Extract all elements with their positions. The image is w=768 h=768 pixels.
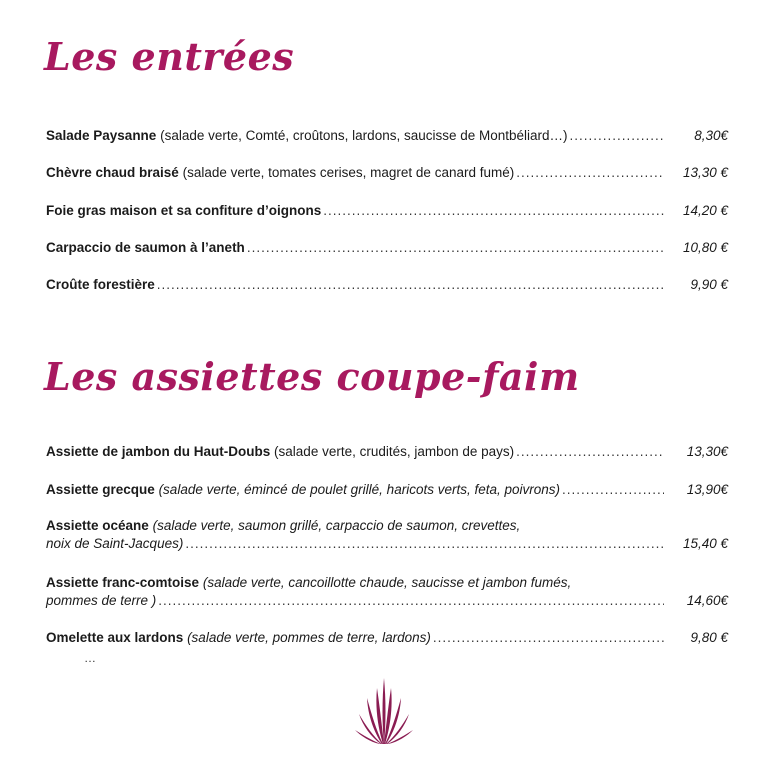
item-name: Croûte forestière — [46, 277, 155, 292]
menu-item-assiette-oceane — [46, 517, 728, 553]
item-name: Foie gras maison et sa confiture d’oignons — [46, 203, 322, 218]
item-price: 8,30€ — [694, 128, 728, 143]
dot-leader — [570, 127, 664, 145]
item-name: Assiette franc-comtoise — [46, 575, 200, 590]
menu-item-carpaccio — [46, 239, 728, 257]
item-description: (salade verte, pommes de terre, lardons) — [187, 630, 431, 645]
section-title-entrees: Les entrées — [44, 34, 295, 79]
dot-leader — [158, 592, 664, 610]
item-name: Assiette océane — [46, 518, 149, 533]
continuation-ellipsis: … — [84, 651, 96, 665]
plant-logo-icon — [353, 676, 415, 746]
item-price: 13,30 € — [682, 165, 728, 180]
item-name: Carpaccio de saumon à l’aneth — [46, 240, 245, 255]
item-description: (salade verte, cancoillotte chaude, saucisse et jambon fumés, — [202, 575, 572, 590]
item-price: 9,80 € — [690, 630, 728, 645]
item-description: (salade verte, crudités, jambon de pays) — [274, 444, 515, 459]
item-price: 9,90 € — [690, 277, 728, 292]
item-price: 10,80 € — [682, 240, 728, 255]
menu-item-assiette-grecque — [46, 481, 728, 499]
section-title-assiettes: Les assiettes coupe-faim — [44, 354, 580, 399]
item-price: 14,60€ — [686, 593, 728, 608]
dot-leader — [247, 239, 664, 257]
item-description: (salade verte, saumon grillé, carpaccio de saumon, crevettes, — [152, 518, 521, 533]
item-name: Salade Paysanne — [46, 128, 157, 143]
menu-item-salade-paysanne — [46, 127, 728, 145]
dot-leader — [433, 629, 664, 647]
item-price: 13,30€ — [686, 444, 728, 459]
menu-item-jambon-haut-doubs — [46, 443, 728, 461]
item-price: 13,90€ — [686, 482, 728, 497]
dot-leader — [516, 164, 664, 182]
item-name: Assiette de jambon du Haut-Doubs — [46, 444, 271, 459]
item-price: 15,40 € — [682, 536, 728, 551]
dot-leader — [562, 481, 664, 499]
dot-leader — [323, 202, 664, 220]
item-description-continued: noix de Saint-Jacques) — [46, 536, 184, 551]
item-description: (salade verte, tomates cerises, magret de canard fumé) — [182, 165, 515, 180]
menu-item-omelette — [46, 629, 728, 647]
menu-item-franc-comtoise — [46, 574, 728, 610]
item-description-continued: pommes de terre ) — [46, 593, 157, 608]
menu-item-croute-forestiere — [46, 276, 728, 294]
item-name: Chèvre chaud braisé — [46, 165, 179, 180]
item-name: Omelette aux lardons — [46, 630, 184, 645]
menu-item-foie-gras — [46, 202, 728, 220]
dot-leader — [157, 276, 664, 294]
dot-leader — [185, 535, 664, 553]
dot-leader — [516, 443, 664, 461]
menu-item-chevre-chaud — [46, 164, 728, 182]
item-name: Assiette grecque — [46, 482, 155, 497]
item-price: 14,20 € — [682, 203, 728, 218]
item-description: (salade verte, émincé de poulet grillé, haricots verts, feta, poivrons) — [158, 482, 561, 497]
item-description: (salade verte, Comté, croûtons, lardons, saucisse de Montbéliard…) — [160, 128, 568, 143]
